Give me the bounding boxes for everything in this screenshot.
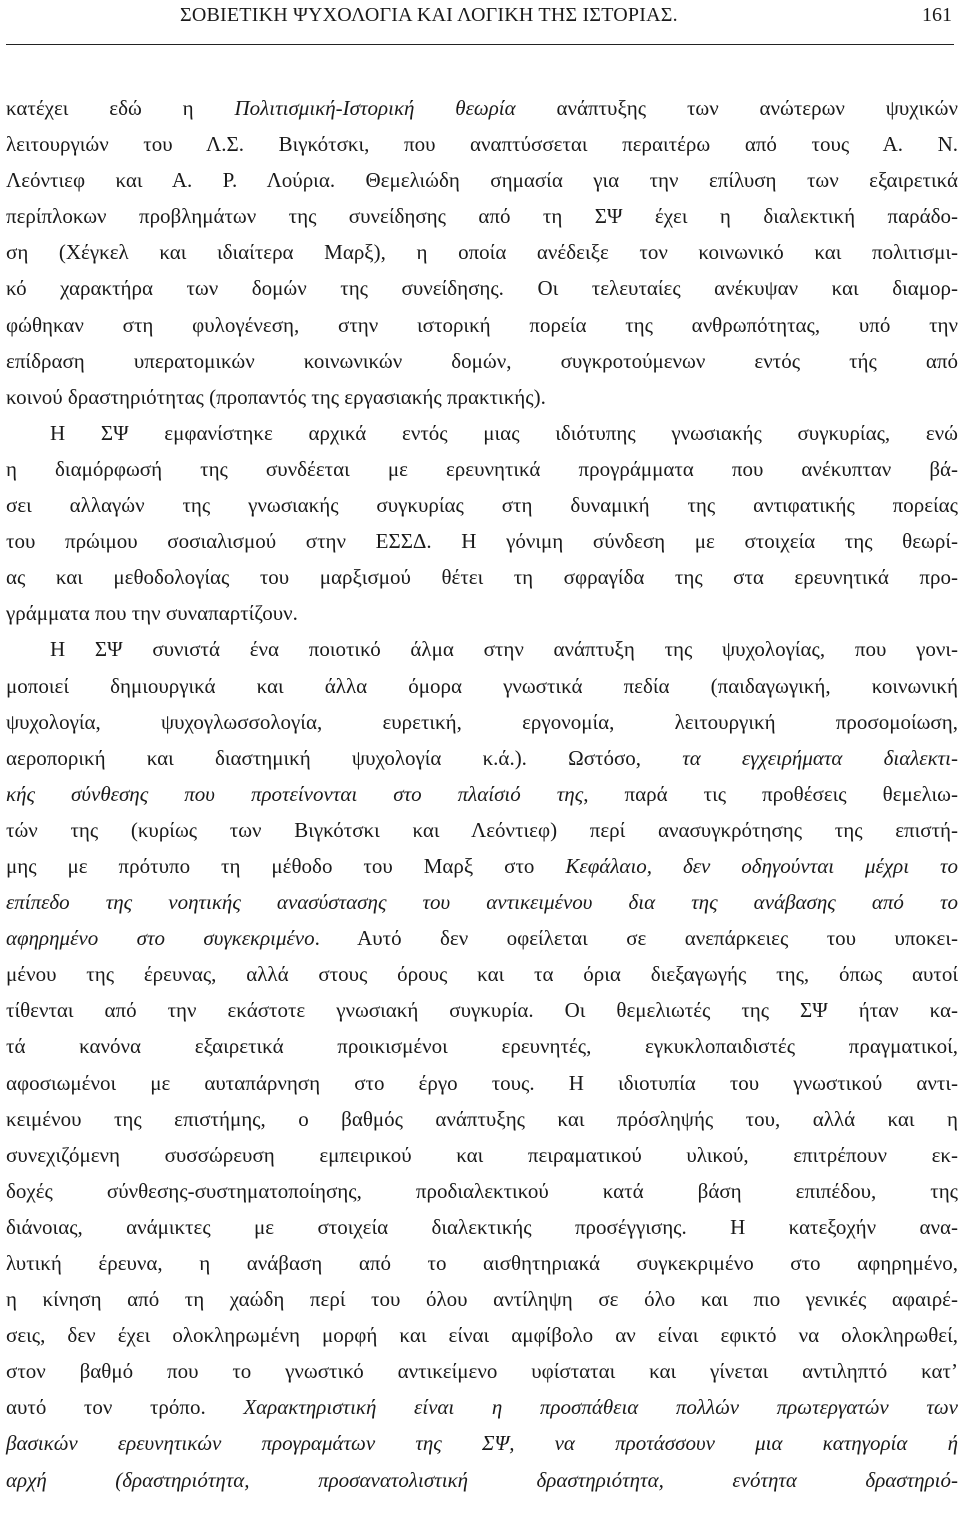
text-segment: τίθενται από την εκάστοτε γνωσιακή συγκυρία. Οι θεμελιωτές της ΣΨ ήταν κα- [6, 998, 958, 1023]
text-line [6, 704, 958, 740]
text-line [6, 1101, 958, 1137]
text-line [6, 343, 958, 379]
text-line [6, 487, 958, 523]
text-line [6, 992, 958, 1028]
text-line [6, 1389, 958, 1425]
text-segment: μης με πρότυπο τη μέθοδο του Μαρξ στο [6, 853, 566, 878]
text-segment: διάνοιας, ανάμικτες με στοιχεία διαλεκτικής προσέγγισης. Η κατεξοχήν ανα- [6, 1214, 958, 1239]
text-segment: κειμένου της επιστήμης, ο βαθμός ανάπτυξης και πρόσληψής του, αλλά και η [6, 1106, 958, 1131]
text-segment: τά κανόνα εξαιρετικά προικισμένοι ερευνητές, εγκυκλοπαιδιστές πραγματικοί, [6, 1034, 958, 1059]
text-line [6, 920, 958, 956]
text-segment: συνεχιζόμενη συσσώρευση εμπειρικού και πειραματικού υλικού, επιτρέπουν εκ- [6, 1142, 958, 1167]
italic-text: Χαρακτηριστική είναι η προσπάθεια πολλών πρωτεργατών των [243, 1395, 958, 1420]
text-segment: η κίνηση από τη χαώδη περί του όλου αντίληψη σε όλο και πιο γενικές αφαιρέ- [6, 1287, 958, 1312]
text-segment: δοχές σύνθεσης-συστηματοποίησης, προδιαλεκτικού κατά βάση επιπέδου, της [6, 1178, 958, 1203]
text-segment: κό χαρακτήρα των δομών της συνείδησης. Οι τελευταίες ανέκυψαν και διαμορ- [6, 276, 958, 301]
text-segment: λειτουργιών του Λ.Σ. Βιγκότσκι, που αναπτύσσεται περαιτέρω από τους Α. Ν. [6, 132, 958, 157]
text-segment: του πρώιμου σοσιαλισμού στην ΕΣΣΔ. Η γόνιμη σύνδεση με στοιχεία της θεωρί- [6, 529, 958, 554]
text-line [6, 956, 958, 992]
text-line [6, 162, 958, 198]
italic-text: επίπεδο της νοητικής ανασύστασης του αντικειμένου δια της ανάβασης από το [6, 890, 958, 915]
text-segment: μένου της έρευνας, αλλά στους όρους και τα όρια διεξαγωγής της, όπως αυτοί [6, 962, 958, 987]
text-segment: κοινού δραστηριότητας (προπαντός της εργασιακής πρακτικής). [6, 384, 546, 409]
text-segment: ση (Χέγκελ και ιδιαίτερα Μαρξ), η οποία ανέδειξε τον κοινωνικό και πολιτισμι- [6, 240, 958, 265]
text-line [6, 451, 958, 487]
text-line [6, 90, 958, 126]
text-segment: μοποιεί δημιουργικά και άλλα όμορα γνωστικά πεδία (παιδαγωγική, κοινωνική [6, 673, 958, 698]
text-segment: σει αλλαγών της γνωσιακής συγκυρίας στη δυναμική της αντιφατικής πορείας [6, 493, 958, 518]
text-segment: στον βαθμό που το γνωστικό αντικείμενο υφίσταται και γίνεται αντιληπτό κατ’ [6, 1359, 958, 1384]
text-segment: η διαμόρφωσή της συνδέεται με ερευνητικά προγράμματα που ανέκυπταν βά- [6, 456, 958, 481]
text-line [6, 198, 958, 234]
text-line [6, 595, 958, 631]
text-segment: Η ΣΨ συνιστά ένα ποιοτικό άλμα στην ανάπτυξη της ψυχολογίας, που γονι- [50, 637, 958, 662]
italic-text: αρχή (δραστηριότητα, προσανατολιστική δραστηριότητα, ενότητα δραστηριό- [6, 1467, 958, 1492]
text-line [6, 1281, 958, 1317]
text-segment: επίδραση υπερατομικών κοινωνικών δομών, συγκροτούμενων εντός τής από [6, 348, 958, 373]
text-segment: κατέχει εδώ η [6, 96, 235, 120]
text-line [6, 1245, 958, 1281]
text-line [6, 1462, 958, 1498]
text-line [6, 776, 958, 812]
text-line [6, 812, 958, 848]
text-line [6, 1209, 958, 1245]
text-segment: ψυχολογία, ψυχογλωσσολογία, ευρετική, εργονομία, λειτουργική προσομοίωση, [6, 709, 958, 734]
text-segment: γράμματα που την συναπαρτίζουν. [6, 601, 298, 626]
text-segment: λυτική έρευνα, η ανάβαση από το αισθητηριακά συγκεκριμένο στο αφηρημένο, [6, 1251, 958, 1275]
text-line [6, 523, 958, 559]
text-segment: . Αυτό δεν οφείλεται σε ανεπάρκειες του υποκει- [314, 926, 958, 951]
text-line [6, 631, 958, 667]
text-line [6, 307, 958, 343]
document-page [6, 0, 959, 1492]
text-line [6, 234, 958, 270]
header-title: ΣΟΒΙΕΤΙΚΗ ΨΥΧΟΛΟΓΙΑ ΚΑΙ ΛΟΓΙΚΗ ΤΗΣ ΙΣΤΟΡΙΑΣ. [180, 4, 678, 26]
text-segment: αεροπορική και διαστημική ψυχολογία κ.ά.). Ωστόσο, [6, 745, 683, 770]
text-line [6, 848, 958, 884]
text-line [6, 1028, 958, 1064]
text-segment: Η ΣΨ εμφανίστηκε αρχικά εντός μιας ιδιότυπης γνωσιακής συγκυρίας, ενώ [50, 420, 958, 445]
text-line [6, 1425, 958, 1461]
page-number: 161 [922, 4, 952, 26]
italic-text: Κεφάλαιο, δεν οδηγούνται μέχρι το [565, 853, 958, 878]
text-line [6, 559, 958, 595]
text-segment: φώθηκαν στη φυλογένεση, στην ιστορική πορεία της ανθρωπότητας, υπό την [6, 312, 958, 337]
text-segment: σεις, δεν έχει ολοκληρωμένη μορφή και είναι αμφίβολο αν είναι εφικτό να ολοκληρωθεί, [6, 1323, 958, 1348]
text-segment: , παρά τις προθέσεις θεμελιω- [583, 781, 958, 806]
italic-text: τα εγχειρήματα διαλεκτι- [682, 745, 959, 770]
text-line [6, 415, 958, 451]
text-segment: ανάπτυξης των ανώτερων ψυχικών [515, 96, 958, 120]
text-segment: ας και μεθοδολογίας του μαρξισμού θέτει τη σφραγίδα της στα ερευνητικά προ- [6, 565, 958, 590]
text-line [6, 270, 958, 306]
body-text [6, 90, 958, 1498]
text-line [6, 126, 958, 162]
text-line [6, 1317, 958, 1353]
italic-text: βασικών ερευνητικών προγραμάτων της ΣΨ, να προτάσσουν μια κατηγορία ή [6, 1431, 958, 1456]
italic-text: αφηρημένο στο συγκεκριμένο [6, 926, 315, 951]
text-line [6, 740, 958, 776]
text-line [6, 1065, 958, 1101]
text-line [6, 1353, 958, 1389]
text-line [6, 1137, 958, 1173]
italic-text: κής σύνθεσης που προτείνονται στο πλαίσιό της [6, 781, 584, 806]
text-segment: τών της (κυρίως των Βιγκότσκι και Λεόντιεφ) περί ανασυγκρότησης της επιστή- [6, 817, 958, 842]
text-line [6, 1173, 958, 1209]
text-segment: περίπλοκων προβλημάτων της συνείδησης από τη ΣΨ έχει η διαλεκτική παράδο- [6, 204, 958, 229]
text-line [6, 379, 958, 415]
text-line [6, 668, 958, 704]
running-header [6, 0, 954, 45]
text-segment: αυτό τον τρόπο. [6, 1395, 244, 1420]
italic-text: Πολιτισμική-Ιστορική θεωρία [234, 96, 516, 120]
text-line [6, 884, 958, 920]
text-segment: Λεόντιεφ και Α. Ρ. Λούρια. Θεμελιώδη σημασία για την επίλυση των εξαιρετικά [6, 168, 958, 193]
text-segment: αφοσιωμένοι με αυταπάρνηση στο έργο τους. Η ιδιοτυπία του γνωστικού αντι- [6, 1070, 958, 1095]
